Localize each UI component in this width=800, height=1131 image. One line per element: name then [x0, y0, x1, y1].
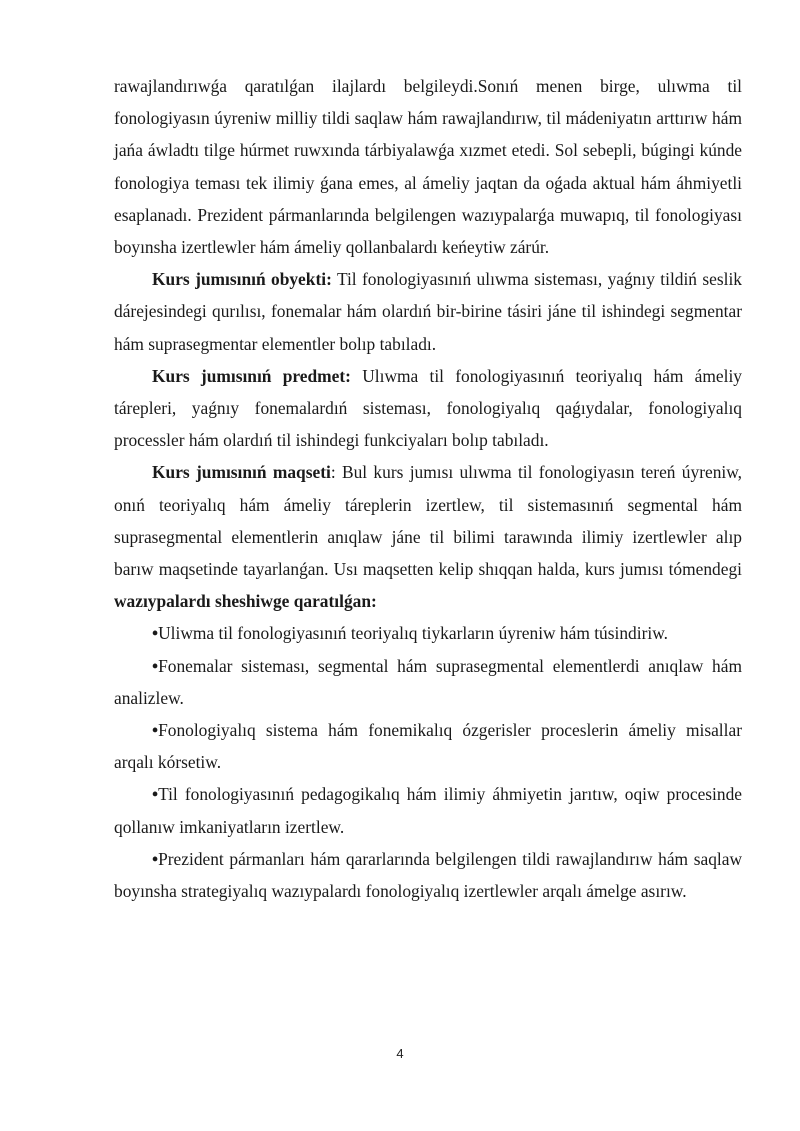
- object-label: Kurs jumısınıń obyekti:: [152, 269, 332, 290]
- goal-text: : Bul kurs jumısı ulıwma til fonologiyasın tereń úyreniw, onıń teoriyalıq hám ámeliy táreplerin izertlew, til sistemasınıń segmental hám suprasegmental elementlerin anıqlaw jáne til bilimi tarawında ilimiy izertlewler alıp barıw maqsetinde tayarlanǵan. Usı maqsetten kelip shıqqan halda, kurs jumısı tómendegi: [114, 462, 743, 580]
- object-paragraph: [114, 263, 742, 360]
- goal-paragraph: [114, 456, 742, 617]
- object-text: Til fonologiyasınıń ulıwma sisteması, yaǵnıy tildiń seslik dárejesindegi qurılısı, fonemalar hám olardıń bir-birine tásiri jáne til ishindegi segmentar hám suprasegmentar elementler bolıp tabıladı.: [114, 269, 742, 354]
- task-item: [114, 617, 742, 649]
- bullet-icon: •: [152, 784, 159, 805]
- bullet-icon: •: [152, 848, 159, 869]
- intro-paragraph: rawajlandırıwǵa qaratılǵan ilajlardı belgileydi.Sonıń menen birge, ulıwma til fonologiyasın úyreniw milliy tildi saqlaw hám rawajlandırıw, til mádeniyatın arttırıw hám jańa áwladtı tilge húrmet ruwxında tárbiyalawǵa xızmet etedi. Sol sebepli, búgingi kúnde fonologiya teması tek ilimiy ǵana emes, al ámeliy jaqtan da oǵada aktual hám áhmiyetli esaplanadı. Prezident pármanlarında belgilengen wazıypalarǵa muwapıq, til fonologiyası boyınsha izertlewler hám ámeliy qollanbalardı keńeytiw zárúr.: [114, 76, 742, 258]
- task-item: [114, 778, 742, 842]
- task-text: Prezident pármanları hám qararlarında belgilengen tildi rawajlandırıw hám saqlaw boyınsha strategiyalıq wazıypalardı fonologiyalıq izertlewler arqalı ámelge asırıw.: [114, 848, 742, 902]
- task-text: Fonemalar sisteması, segmental hám suprasegmental elementlerdi anıqlaw hám analizlew.: [114, 655, 742, 708]
- bullet-icon: •: [152, 623, 159, 644]
- goal-label: Kurs jumısınıń maqseti: [152, 462, 331, 483]
- task-item: [114, 714, 742, 778]
- subject-label: Kurs jumısınıń predmet:: [152, 365, 351, 386]
- task-item: [114, 843, 742, 907]
- bullet-icon: •: [152, 655, 159, 676]
- document-page: [114, 70, 742, 907]
- tasks-label: wazıypalardı sheshiwge qaratılǵan:: [114, 591, 377, 612]
- task-text: Uliwma til fonologiyasınıń teoriyalıq tiykarların úyreniw hám túsindiriw.: [158, 623, 668, 644]
- subject-text: Ulıwma til fonologiyasınıń teoriyalıq hám ámeliy tárepleri, yaǵnıy fonemalardıń sisteması, fonologiyalıq qaǵıydalar, fonologiyalıq processler hám olardıń til ishindegi funkciyaları bolıp tabıladı.: [114, 365, 742, 451]
- page-number: 4: [396, 1046, 404, 1061]
- task-text: Fonologiyalıq sistema hám fonemikalıq ózgerisler proceslerin ámeliy misallar arqalı kórsetiw.: [114, 720, 742, 773]
- bullet-icon: •: [152, 720, 159, 741]
- task-item: [114, 650, 742, 714]
- task-text: Til fonologiyasınıń pedagogikalıq hám ilimiy áhmiyetin jarıtıw, oqiw procesinde qollanıw imkaniyatların izertlew.: [114, 784, 742, 837]
- subject-paragraph: [114, 360, 742, 457]
